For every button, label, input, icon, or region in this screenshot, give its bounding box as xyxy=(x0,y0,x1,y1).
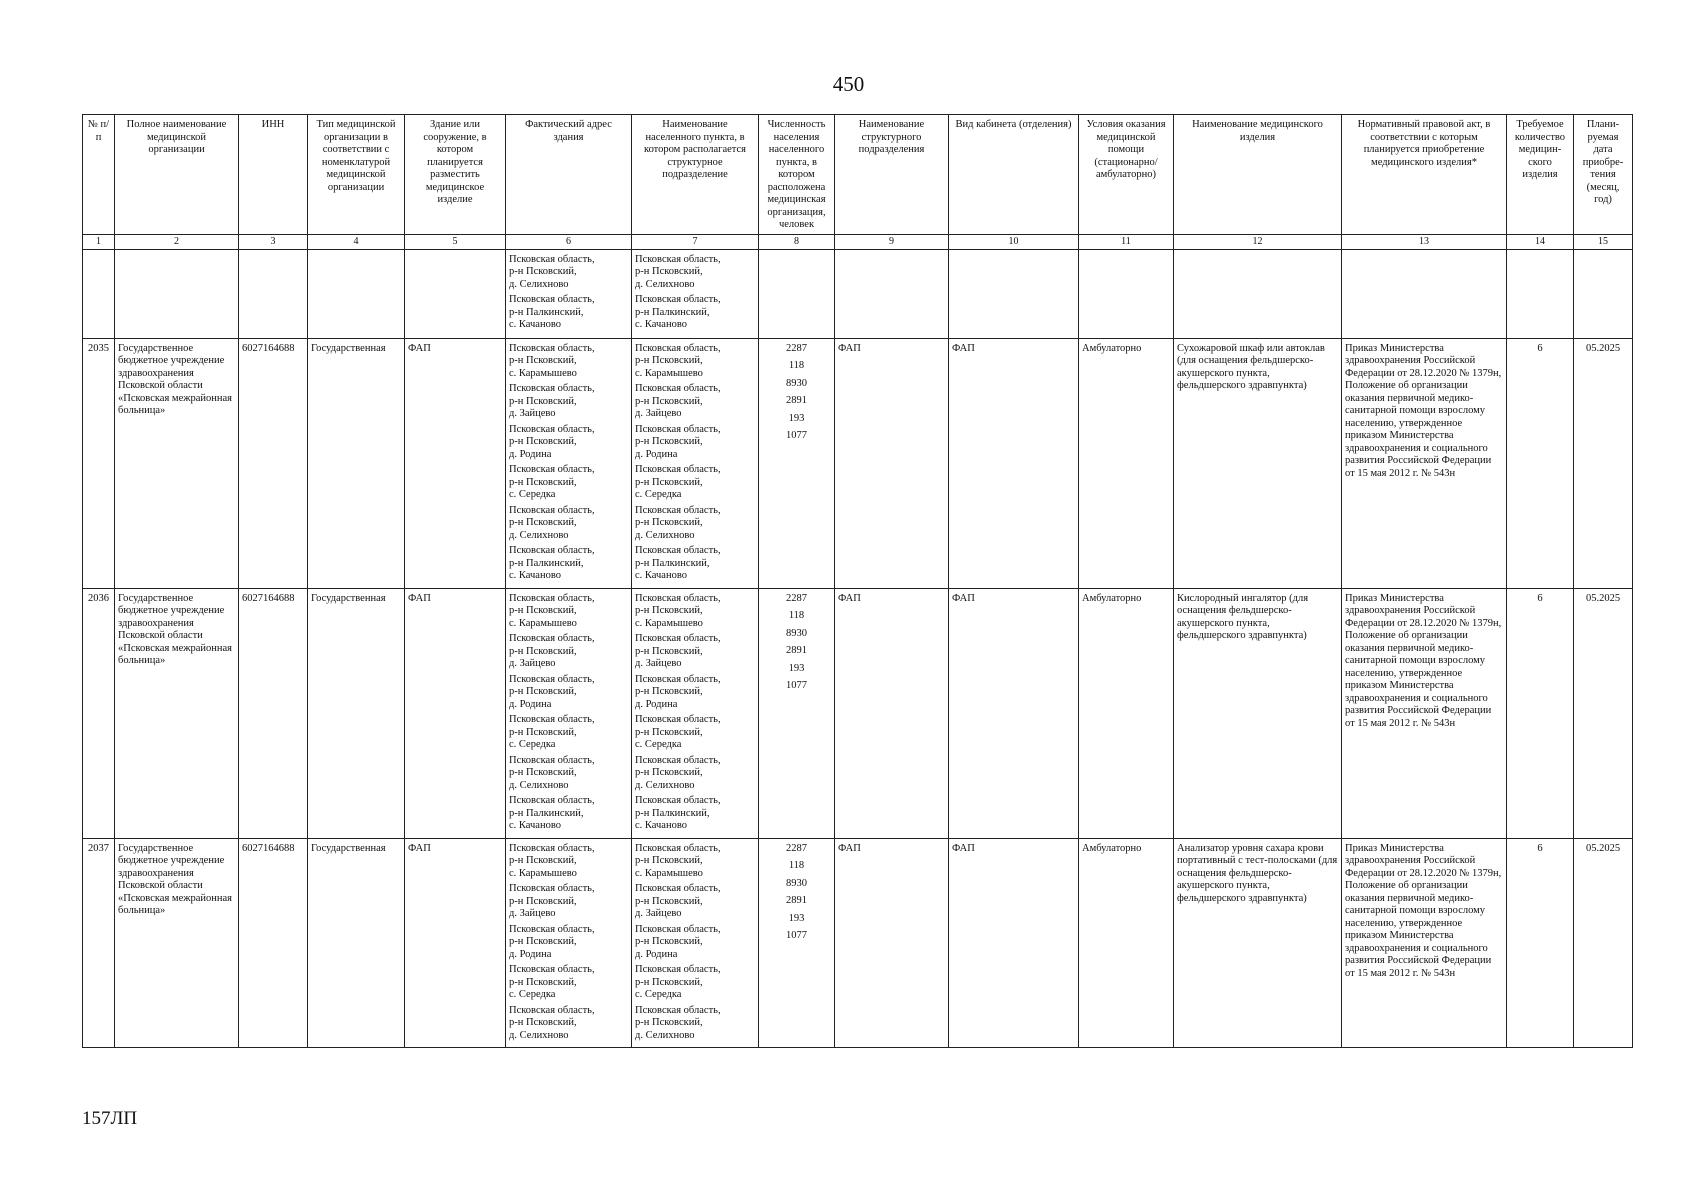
locality-block xyxy=(635,674,755,712)
address-line: с. Качаново xyxy=(509,319,561,330)
address-block xyxy=(509,883,628,921)
address-line: д. Селихново xyxy=(509,779,569,791)
inn-value: 6027164688 xyxy=(239,338,308,588)
table-row xyxy=(83,588,1633,838)
address-line: Псковская область, xyxy=(509,294,595,305)
locality-line: д. Зайцево xyxy=(635,408,682,419)
address-cell xyxy=(506,338,632,588)
locality-cell xyxy=(632,588,759,838)
header-cell: Полное наименование медицинской организации xyxy=(115,115,239,235)
header-cell: Наименование населенного пункта, в котором располагается структурное подразделение xyxy=(632,115,759,235)
locality-line: с. Карамышево xyxy=(635,617,703,629)
building-type: ФАП xyxy=(405,838,506,1048)
locality-line: р-н Палкинский, xyxy=(635,306,710,318)
header-cell: № п/п xyxy=(83,115,115,235)
address-line: д. Зайцево xyxy=(509,658,556,669)
continuation-row xyxy=(83,249,1633,338)
address-line: д. Селихново xyxy=(509,529,569,541)
column-number: 7 xyxy=(632,234,759,249)
address-line: Псковская область, xyxy=(509,545,595,556)
locality-line: Псковская область, xyxy=(635,423,721,435)
address-line: р-н Псковский, xyxy=(509,726,577,738)
locality-line: д. Селихново xyxy=(635,529,695,541)
header-cell: Фактический адрес здания xyxy=(506,115,632,235)
locality-line: Псковская область, xyxy=(635,842,721,854)
address-line: р-н Псковский, xyxy=(509,266,577,277)
address-line: р-н Псковский, xyxy=(509,476,577,488)
building-type: ФАП xyxy=(405,338,506,588)
legal-act: Приказ Министерства здравоохранения Российской Федерации от 28.12.2020 № 1379н, Положение об организации оказания первичной медико-санитарной помощи взрослому населению, утвержденное приказом Министерства здравоохранения и социального развития Российской Федерации от 15 мая 2012 г. № 543н xyxy=(1342,338,1507,588)
population-value: 2891 xyxy=(786,395,807,406)
document-code: 157ЛП xyxy=(82,1108,138,1129)
address-line: Псковская область, xyxy=(509,923,595,935)
address-line: Псковская область, xyxy=(509,883,595,894)
address-line: Псковская область, xyxy=(509,964,595,975)
locality-line: д. Селихново xyxy=(635,779,695,791)
header-cell: Условия оказания медицинской помощи (стационарно/ амбулаторно) xyxy=(1079,115,1174,235)
address-line: Псковская область, xyxy=(509,842,595,854)
legal-act: Приказ Министерства здравоохранения Российской Федерации от 28.12.2020 № 1379н, Положение об организации оказания первичной медико-санитарной помощи взрослому населению, утвержденное приказом Министерства здравоохранения и социального развития Российской Федерации от 15 мая 2012 г. № 543н xyxy=(1342,588,1507,838)
locality-line: р-н Псковский, xyxy=(635,726,703,738)
purchase-date: 05.2025 xyxy=(1574,338,1633,588)
row-number: 2036 xyxy=(83,588,115,838)
locality-line: с. Карамышево xyxy=(635,367,703,379)
column-number: 5 xyxy=(405,234,506,249)
required-quantity: 6 xyxy=(1507,588,1574,838)
locality-block xyxy=(635,545,755,583)
locality-line: с. Середка xyxy=(635,739,682,750)
address-line: с. Середка xyxy=(509,489,556,500)
address-line: д. Селихново xyxy=(509,278,569,290)
empty-cell xyxy=(1574,249,1633,338)
empty-cell xyxy=(83,249,115,338)
locality-line: р-н Псковский, xyxy=(635,476,703,488)
organization-type: Государственная xyxy=(308,588,405,838)
column-number: 3 xyxy=(239,234,308,249)
empty-cell xyxy=(1174,249,1342,338)
population-value: 2287 xyxy=(786,592,807,604)
locality-line: Псковская область, xyxy=(635,1004,721,1016)
address-line: Псковская область, xyxy=(509,795,595,806)
locality-line: р-н Псковский, xyxy=(635,895,703,907)
locality-block xyxy=(635,464,755,502)
locality-block xyxy=(635,383,755,421)
locality-line: р-н Псковский, xyxy=(635,395,703,407)
locality-line: р-н Псковский, xyxy=(635,976,703,988)
locality-block xyxy=(635,1005,755,1043)
empty-cell xyxy=(759,249,835,338)
locality-block xyxy=(635,795,755,833)
address-line: р-н Псковский, xyxy=(509,395,577,407)
locality-line: с. Середка xyxy=(635,989,682,1000)
population-value: 2891 xyxy=(786,645,807,656)
address-line: Псковская область, xyxy=(509,714,595,725)
required-quantity: 6 xyxy=(1507,838,1574,1048)
address-line: Псковская область, xyxy=(509,673,595,685)
locality-cell xyxy=(632,838,759,1048)
required-quantity: 6 xyxy=(1507,338,1574,588)
header-cell: Численность населения населенного пункта, в котором расположена медицинская организация, человек xyxy=(759,115,835,235)
population-value: 8930 xyxy=(786,377,807,389)
address-line: Псковская область, xyxy=(509,342,595,354)
empty-cell xyxy=(308,249,405,338)
locality-line: д. Зайцево xyxy=(635,658,682,669)
locality-line: Псковская область, xyxy=(635,633,721,644)
locality-block xyxy=(635,343,755,381)
column-number: 2 xyxy=(115,234,239,249)
address-block xyxy=(509,755,628,793)
inn-value: 6027164688 xyxy=(239,838,308,1048)
locality-line: с. Качаново xyxy=(635,570,687,581)
table-row xyxy=(83,338,1633,588)
address-block xyxy=(509,593,628,631)
address-line: р-н Псковский, xyxy=(509,976,577,988)
column-number: 11 xyxy=(1079,234,1174,249)
locality-block xyxy=(635,843,755,881)
population-value: 193 xyxy=(788,912,805,924)
address-line: с. Середка xyxy=(509,989,556,1000)
population-value: 2891 xyxy=(786,895,807,906)
address-line: р-н Псковский, xyxy=(509,686,577,697)
division-name: ФАП xyxy=(835,838,949,1048)
locality-line: р-н Псковский, xyxy=(635,1017,703,1028)
header-cell: ИНН xyxy=(239,115,308,235)
address-block xyxy=(509,294,628,332)
legal-act: Приказ Министерства здравоохранения Российской Федерации от 28.12.2020 № 1379н, Положение об организации оказания первичной медико-санитарной помощи взрослому населению, утвержденное приказом Министерства здравоохранения и социального развития Российской Федерации от 15 мая 2012 г. № 543н xyxy=(1342,838,1507,1048)
address-block xyxy=(509,254,628,292)
header-cell: Здание или сооружение, в котором планируется разместить медицинское изделие xyxy=(405,115,506,235)
locality-line: Псковская область, xyxy=(635,342,721,354)
locality-line: Псковская область, xyxy=(635,464,721,475)
purchase-date: 05.2025 xyxy=(1574,838,1633,1048)
locality-line: р-н Псковский, xyxy=(635,355,703,366)
locality-block xyxy=(635,964,755,1002)
empty-cell xyxy=(1079,249,1174,338)
population-value: 1077 xyxy=(786,930,807,941)
address-block xyxy=(509,674,628,712)
locality-line: р-н Псковский, xyxy=(635,517,703,528)
empty-cell xyxy=(1507,249,1574,338)
population-value: 2287 xyxy=(786,342,807,354)
address-line: д. Селихново xyxy=(509,1029,569,1041)
locality-line: Псковская область, xyxy=(635,795,721,806)
address-line: р-н Псковский, xyxy=(509,517,577,528)
locality-block xyxy=(635,883,755,921)
address-line: д. Родина xyxy=(509,948,552,960)
address-block xyxy=(509,343,628,381)
locality-block xyxy=(635,714,755,752)
care-conditions: Амбулаторно xyxy=(1079,338,1174,588)
header-cell: Тип медицинской организации в соответствии с номенклатурой медицинской организации xyxy=(308,115,405,235)
device-name: Кислородный ингалятор (для оснащения фельдшерско-акушерского пункта, фельдшерского здравпункта) xyxy=(1174,588,1342,838)
address-cell xyxy=(506,249,632,338)
population-value: 2287 xyxy=(786,842,807,854)
care-conditions: Амбулаторно xyxy=(1079,588,1174,838)
locality-line: с. Качаново xyxy=(635,820,687,831)
population-value: 118 xyxy=(788,860,805,871)
empty-cell xyxy=(949,249,1079,338)
population-value: 193 xyxy=(788,662,805,674)
population-value: 118 xyxy=(788,610,805,621)
address-block xyxy=(509,545,628,583)
address-line: с. Середка xyxy=(509,739,556,750)
locality-block xyxy=(635,593,755,631)
header-cell: Требуемое количество медицин-ского изделия xyxy=(1507,115,1574,235)
locality-line: р-н Палкинский, xyxy=(635,807,710,819)
care-conditions: Амбулаторно xyxy=(1079,838,1174,1048)
address-line: Псковская область, xyxy=(509,383,595,394)
device-name: Сухожаровой шкаф или автоклав (для оснащения фельдшерско-акушерского пункта, фельдшерского здравпункта) xyxy=(1174,338,1342,588)
header-row xyxy=(83,115,1633,235)
address-line: Псковская область, xyxy=(509,253,595,265)
locality-line: д. Родина xyxy=(635,448,678,460)
address-line: д. Родина xyxy=(509,698,552,710)
address-line: с. Карамышево xyxy=(509,617,577,629)
column-number: 13 xyxy=(1342,234,1507,249)
locality-line: Псковская область, xyxy=(635,253,721,265)
division-name: ФАП xyxy=(835,588,949,838)
locality-line: Псковская область, xyxy=(635,754,721,766)
locality-line: Псковская область, xyxy=(635,504,721,516)
header-cell: Нормативный правовой акт, в соответствии с которым планируется приобретение медицинского изделия* xyxy=(1342,115,1507,235)
address-line: Псковская область, xyxy=(509,633,595,644)
address-block xyxy=(509,843,628,881)
locality-line: Псковская область, xyxy=(635,883,721,894)
address-line: с. Карамышево xyxy=(509,867,577,879)
locality-line: д. Селихново xyxy=(635,278,695,290)
address-line: р-н Псковский, xyxy=(509,767,577,778)
row-number: 2037 xyxy=(83,838,115,1048)
locality-line: Псковская область, xyxy=(635,294,721,305)
address-block xyxy=(509,424,628,462)
address-line: с. Качаново xyxy=(509,820,561,831)
address-line: р-н Палкинский, xyxy=(509,807,584,819)
locality-line: Псковская область, xyxy=(635,923,721,935)
locality-line: Псковская область, xyxy=(635,964,721,975)
address-line: р-н Псковский, xyxy=(509,355,577,366)
locality-line: р-н Псковский, xyxy=(635,767,703,778)
address-block xyxy=(509,795,628,833)
population-value: 193 xyxy=(788,412,805,424)
locality-line: с. Середка xyxy=(635,489,682,500)
header-cell: Наименование медицинского изделия xyxy=(1174,115,1342,235)
population-cell xyxy=(759,588,835,838)
address-cell xyxy=(506,838,632,1048)
device-name: Анализатор уровня сахара крови портативный с тест-полосками (для оснащения фельдшерско-акушерского пункта, фельдшерского здравпункта) xyxy=(1174,838,1342,1048)
locality-line: д. Зайцево xyxy=(635,908,682,919)
column-number: 12 xyxy=(1174,234,1342,249)
address-block xyxy=(509,1005,628,1043)
building-type: ФАП xyxy=(405,588,506,838)
empty-cell xyxy=(239,249,308,338)
address-block xyxy=(509,924,628,962)
address-line: р-н Псковский, xyxy=(509,436,577,447)
header-cell: Вид кабинета (отделения) xyxy=(949,115,1079,235)
locality-line: д. Родина xyxy=(635,698,678,710)
population-value: 1077 xyxy=(786,680,807,691)
address-block xyxy=(509,633,628,671)
address-line: р-н Псковский, xyxy=(509,895,577,907)
locality-cell xyxy=(632,249,759,338)
address-line: с. Качаново xyxy=(509,570,561,581)
address-line: д. Зайцево xyxy=(509,408,556,419)
locality-line: д. Селихново xyxy=(635,1029,695,1041)
locality-block xyxy=(635,254,755,292)
column-number: 14 xyxy=(1507,234,1574,249)
population-value: 8930 xyxy=(786,877,807,889)
equipment-table xyxy=(82,114,1633,1048)
empty-cell xyxy=(405,249,506,338)
column-number: 10 xyxy=(949,234,1079,249)
organization-name: Государственное бюджетное учреждение здравоохранения Псковской области «Псковская межрайонная больница» xyxy=(115,588,239,838)
locality-block xyxy=(635,505,755,543)
address-block xyxy=(509,464,628,502)
address-cell xyxy=(506,588,632,838)
locality-line: Псковская область, xyxy=(635,383,721,394)
address-line: д. Родина xyxy=(509,448,552,460)
address-line: р-н Палкинский, xyxy=(509,557,584,569)
locality-line: с. Карамышево xyxy=(635,867,703,879)
organization-type: Государственная xyxy=(308,838,405,1048)
address-line: д. Зайцево xyxy=(509,908,556,919)
locality-line: д. Родина xyxy=(635,948,678,960)
locality-line: р-н Псковский, xyxy=(635,605,703,616)
column-number-row xyxy=(83,234,1633,249)
locality-block xyxy=(635,294,755,332)
address-line: Псковская область, xyxy=(509,504,595,516)
address-line: Псковская область, xyxy=(509,754,595,766)
address-line: р-н Псковский, xyxy=(509,605,577,616)
division-name: ФАП xyxy=(835,338,949,588)
column-number: 1 xyxy=(83,234,115,249)
cabinet-type: ФАП xyxy=(949,838,1079,1048)
locality-line: р-н Псковский, xyxy=(635,855,703,866)
page-number: 450 xyxy=(832,72,865,96)
locality-line: Псковская область, xyxy=(635,592,721,604)
locality-line: с. Качаново xyxy=(635,319,687,330)
column-number: 4 xyxy=(308,234,405,249)
organization-name: Государственное бюджетное учреждение здравоохранения Псковской области «Псковская межрайонная больница» xyxy=(115,338,239,588)
population-value: 8930 xyxy=(786,627,807,639)
address-block xyxy=(509,714,628,752)
empty-cell xyxy=(1342,249,1507,338)
locality-line: р-н Палкинский, xyxy=(635,557,710,569)
locality-line: р-н Псковский, xyxy=(635,936,703,947)
locality-line: Псковская область, xyxy=(635,673,721,685)
cabinet-type: ФАП xyxy=(949,588,1079,838)
address-block xyxy=(509,383,628,421)
organization-type: Государственная xyxy=(308,338,405,588)
purchase-date: 05.2025 xyxy=(1574,588,1633,838)
address-block xyxy=(509,505,628,543)
organization-name: Государственное бюджетное учреждение здравоохранения Псковской области «Псковская межрайонная больница» xyxy=(115,838,239,1048)
inn-value: 6027164688 xyxy=(239,588,308,838)
locality-line: Псковская область, xyxy=(635,714,721,725)
address-line: Псковская область, xyxy=(509,592,595,604)
header-cell: Наименование структурного подразделения xyxy=(835,115,949,235)
locality-line: р-н Псковский, xyxy=(635,645,703,657)
population-value: 118 xyxy=(788,360,805,371)
column-number: 6 xyxy=(506,234,632,249)
locality-block xyxy=(635,633,755,671)
population-cell xyxy=(759,338,835,588)
address-line: р-н Палкинский, xyxy=(509,306,584,318)
address-line: р-н Псковский, xyxy=(509,936,577,947)
row-number: 2035 xyxy=(83,338,115,588)
column-number: 15 xyxy=(1574,234,1633,249)
empty-cell xyxy=(115,249,239,338)
address-line: р-н Псковский, xyxy=(509,645,577,657)
column-number: 8 xyxy=(759,234,835,249)
locality-line: р-н Псковский, xyxy=(635,266,703,277)
locality-line: Псковская область, xyxy=(635,545,721,556)
header-cell: Плани-руемая дата приобре-тения (месяц, год) xyxy=(1574,115,1633,235)
empty-cell xyxy=(835,249,949,338)
address-line: р-н Псковский, xyxy=(509,1017,577,1028)
table-row xyxy=(83,838,1633,1048)
cabinet-type: ФАП xyxy=(949,338,1079,588)
address-line: Псковская область, xyxy=(509,464,595,475)
locality-line: р-н Псковский, xyxy=(635,436,703,447)
locality-block xyxy=(635,424,755,462)
locality-line: р-н Псковский, xyxy=(635,686,703,697)
address-line: р-н Псковский, xyxy=(509,855,577,866)
address-block xyxy=(509,964,628,1002)
address-line: Псковская область, xyxy=(509,423,595,435)
locality-block xyxy=(635,924,755,962)
population-value: 1077 xyxy=(786,430,807,441)
population-cell xyxy=(759,838,835,1048)
address-line: с. Карамышево xyxy=(509,367,577,379)
column-number: 9 xyxy=(835,234,949,249)
address-line: Псковская область, xyxy=(509,1004,595,1016)
locality-cell xyxy=(632,338,759,588)
locality-block xyxy=(635,755,755,793)
